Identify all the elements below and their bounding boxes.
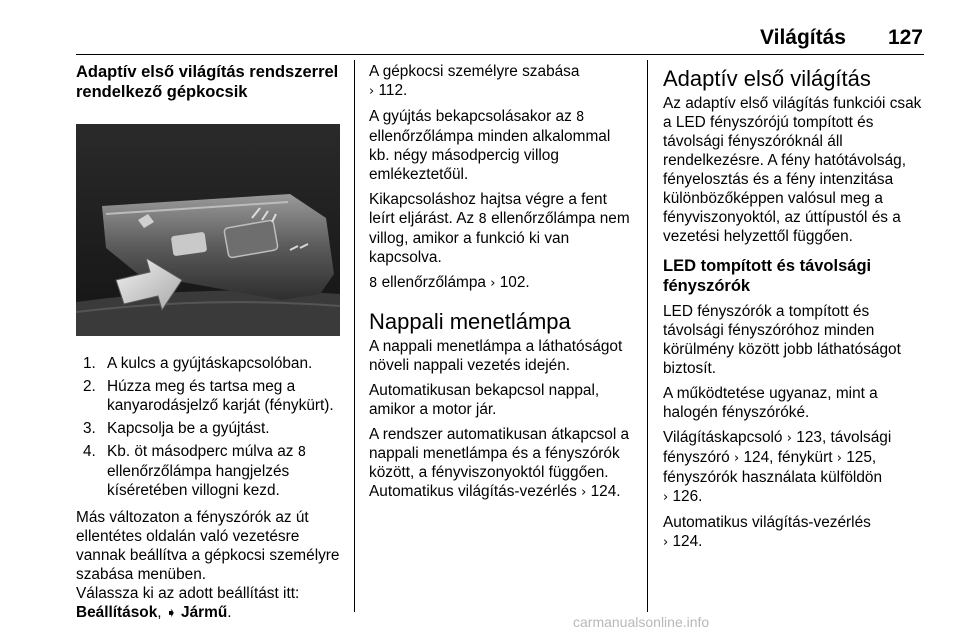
warning-lamp-icon: 8 [369,276,378,291]
warning-lamp-icon: 8 [576,110,585,125]
page-ref-arrow-icon: › [490,276,496,291]
page-header [0,22,960,52]
page-ref-arrow-icon: › [581,485,587,500]
column-divider-1 [354,60,355,612]
menu-path-settings: Beállítások [76,604,158,621]
section-title-daytime-lights: Nappali menetlámpa [369,309,571,334]
list-item: 2. Húzza meg és tartsa meg a kanyarodásjelző karját (fénykürt). [83,378,334,414]
section-heading-adaptive-cars: Adaptív első világítás rendszerrel rendelkező gépkocsik [76,63,339,101]
procedure-steps [76,354,342,500]
paragraph: A rendszer automatikusan átkapcsol a nappali menetlámpa és a fényszórók között, a fényviszonyoktól függően. Automatikus világítás-vezérlés › 124. [369,426,630,500]
paragraph: Világításkapcsoló › 123, távolsági fényszóró › 124, fénykürt › 125, fényszórók használata külföldön › 126. [663,429,892,505]
paragraph: A gyújtás bekapcsolásakor az 8 ellenőrzőlámpa minden alkalommal kb. négy másodpercig villog emlékeztetőül. [369,108,611,183]
paragraph: Automatikusan bekapcsol nappal, amikor a motor jár. [369,382,600,418]
page-ref: 124. [590,483,621,500]
page-number: 127 [887,26,923,49]
warning-lamp-icon: 8 [297,445,307,460]
paragraph: Automatikus világítás-vezérlés › 124. [663,514,871,550]
watermark: carmanualsonline.info [573,614,710,630]
list-item: 4. Kb. öt másodperc múlva az 8 ellenőrzőlámpa hangjelzés kíséretében villogni kezd. [83,443,307,499]
column-1 [76,62,342,629]
paragraph: 8 ellenőrzőlámpa › 102. [369,274,530,291]
page-ref-arrow-icon: › [663,535,669,550]
page-ref-arrow-icon: › [786,431,792,446]
paragraph: Az adaptív első világítás funkciói csak a LED fényszórójú tompított és távolsági fényszóróknál áll rendelkezésre. A fény hatótávolság, fényelosztás és a fény intenzitása különbözőképpen valósul meg a fényviszonyoktól, az úttípustól és a vezetési helyzettől függően. [663,95,922,245]
subsection-title-led: LED tompított és távolsági fényszórók [663,257,872,295]
column-2 [369,62,635,508]
list-item: 1. A kulcs a gyújtáskapcsolóban. [83,355,313,372]
header-rule [76,54,924,55]
menu-path-vehicle: Jármű [181,604,228,621]
page-ref-arrow-icon: › [836,451,842,466]
paragraph: Válassza ki az adott beállítást itt: Beállítások, ➧ Jármű. [76,585,300,621]
paragraph: A működtetése ugyanaz, mint a halogén fényszóróké. [663,385,878,421]
column-divider-2 [647,60,648,612]
column-3 [663,62,929,558]
page-ref: 112. [378,82,408,99]
paragraph: Más változaton a fényszórók az út ellentétes oldalán való vezetésre vannak beállítva a gépkocsi személyre szabása menüben. [76,509,340,583]
paragraph: LED fényszórók a tompított és távolsági fényszóróhoz minden körülmény között jobb láthatóságot biztosít. [663,303,901,377]
warning-lamp-icon: 8 [478,212,487,227]
chapter-title: Világítás [760,26,846,49]
list-item: 3. Kapcsolja be a gyújtást. [83,420,270,437]
page-ref-arrow-icon: › [734,451,740,466]
page-ref-arrow-icon: › [663,490,669,505]
page-ref-arrow-icon: › [369,84,375,99]
page-ref: 102. [499,274,530,291]
paragraph: A gépkocsi személyre szabása › 112. [369,63,580,99]
menu-arrow-icon: ➧ [165,606,177,621]
paragraph: Kikapcsoláshoz hajtsa végre a fent leírt eljárást. Az 8 ellenőrzőlámpa nem villog, amikor a funkció ki van kapcsolva. [369,191,630,266]
lever-illustration-svg [76,124,340,336]
headlight-lever-illustration [76,124,340,336]
section-title-adaptive-lighting: Adaptív első világítás [663,66,871,91]
paragraph: A nappali menetlámpa a láthatóságot növeli nappali vezetés idején. [369,338,623,374]
